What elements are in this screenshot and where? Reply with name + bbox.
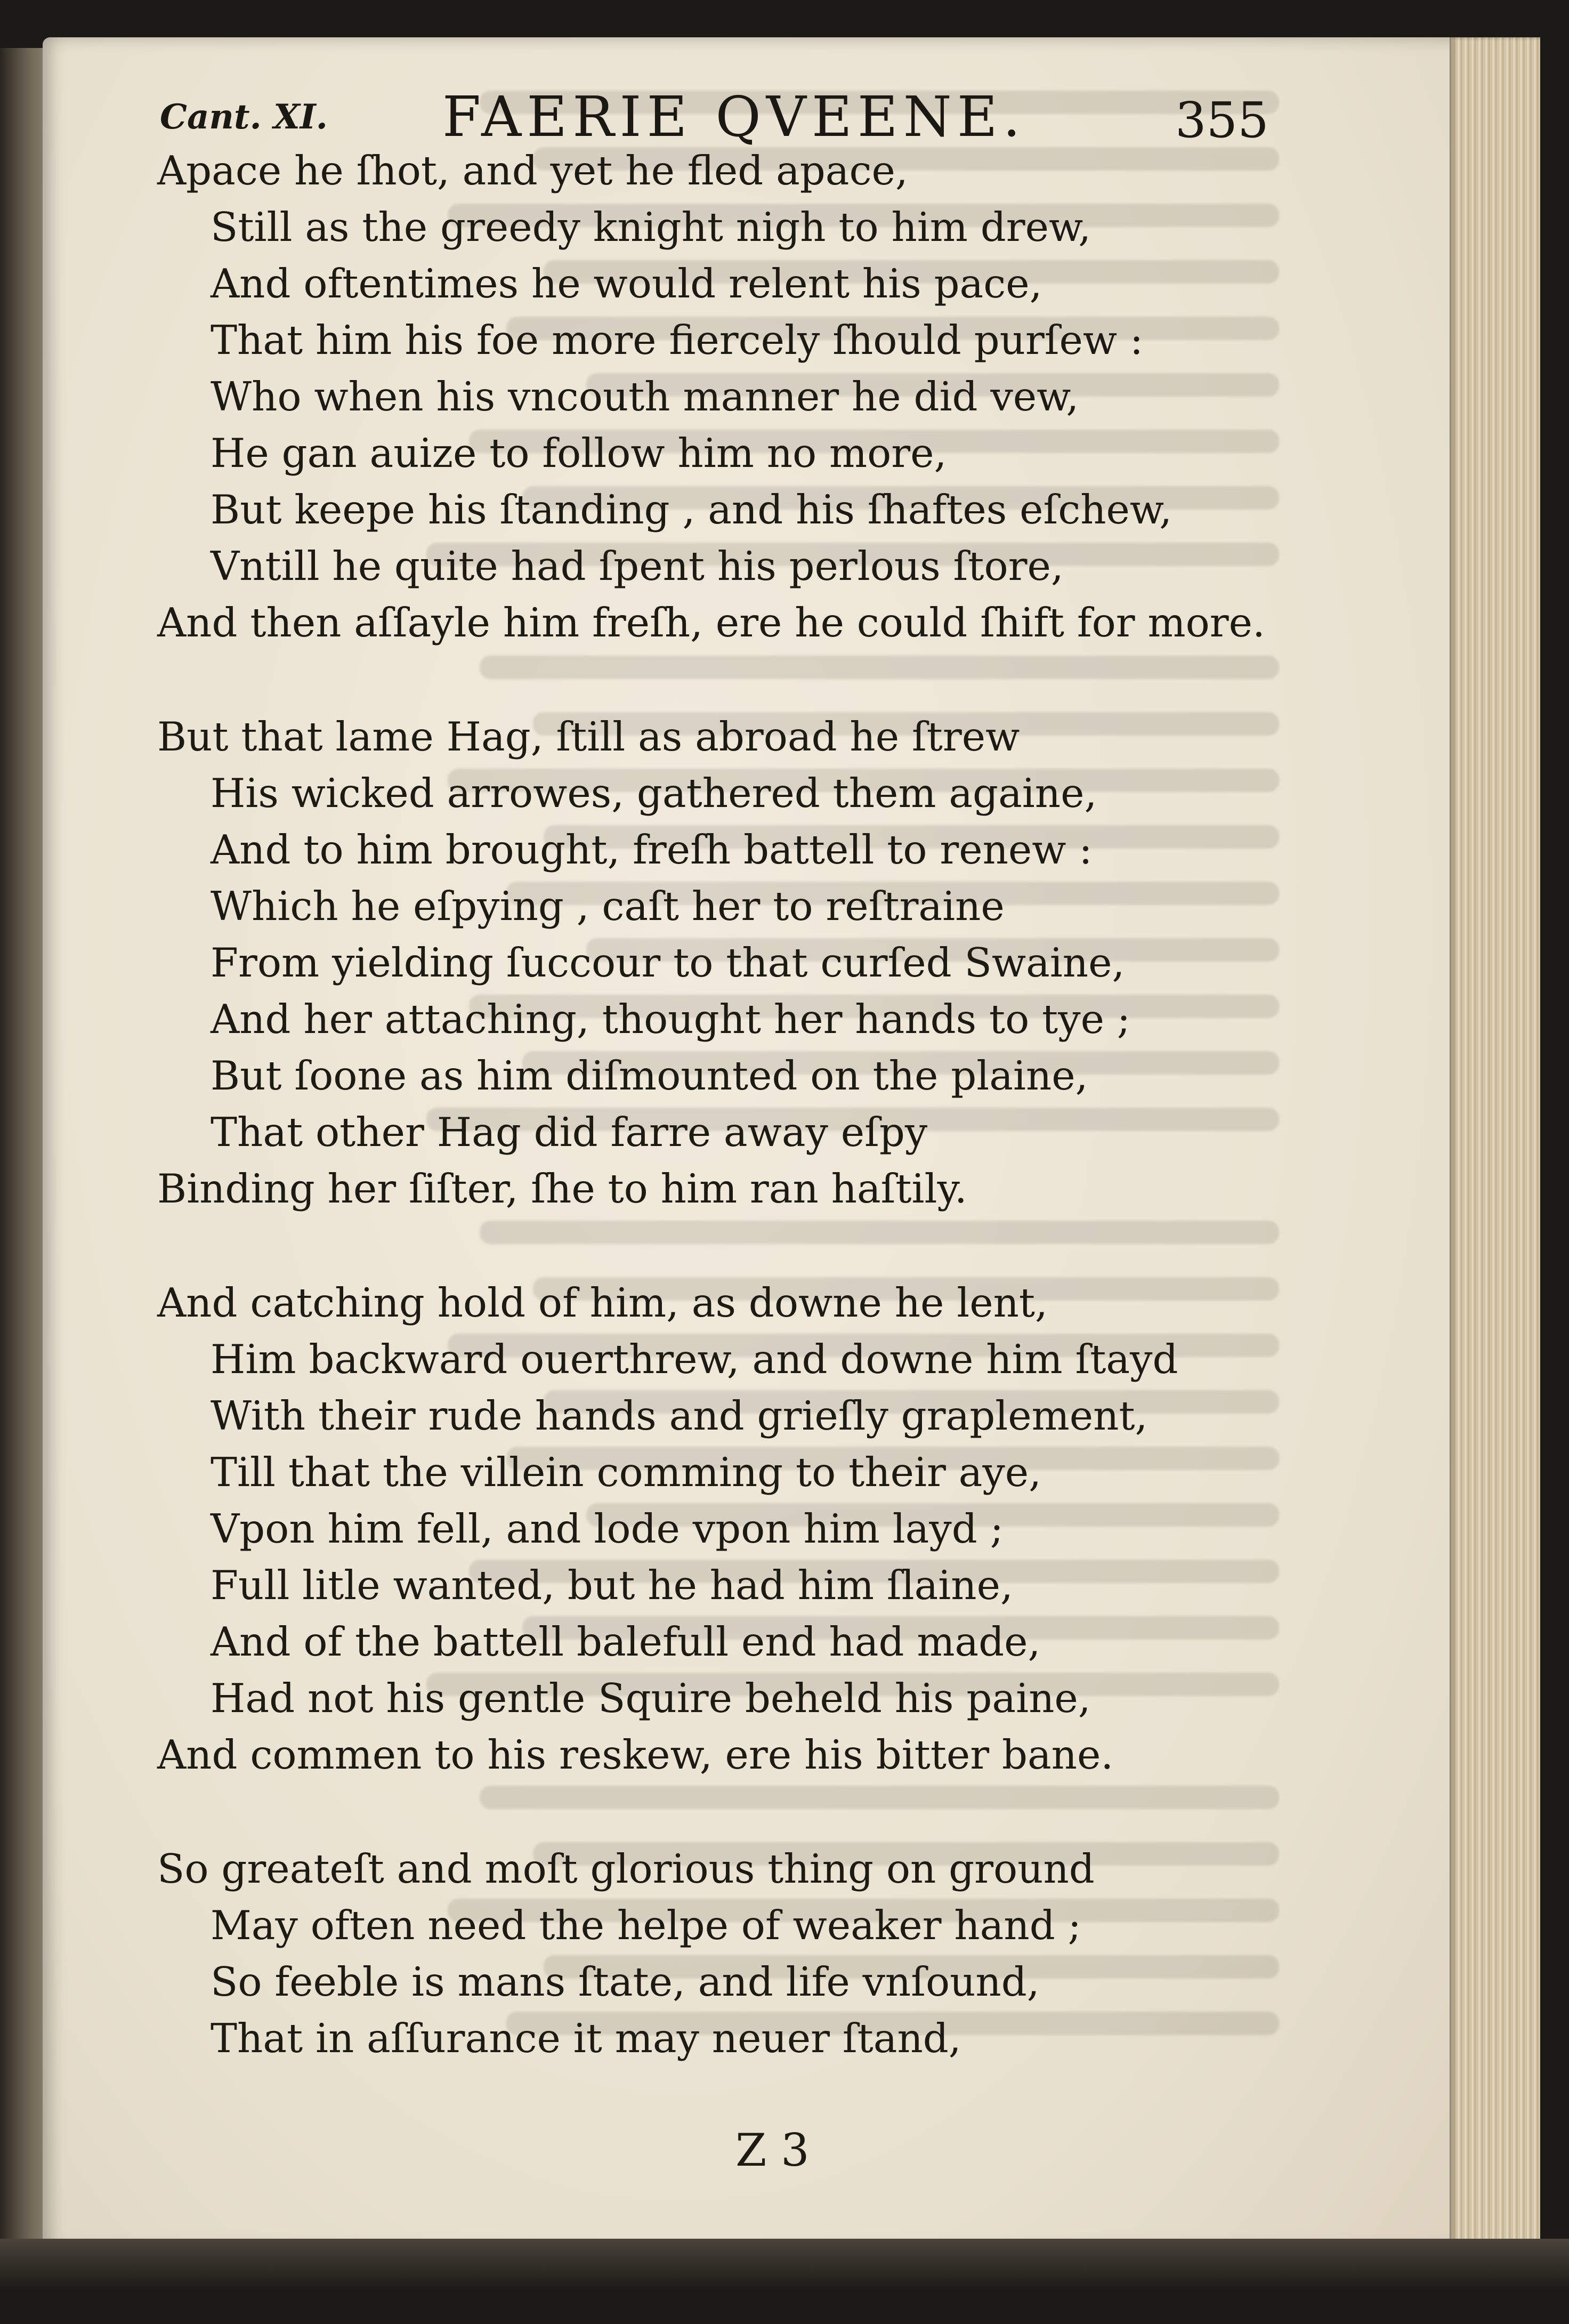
- verse-line: From yielding ſuccour to that curſed Swaine,: [211, 939, 1125, 986]
- stanza-4: [157, 1842, 1303, 2068]
- verse-line: Which he eſpying , caſt her to reſtraine: [211, 883, 1005, 930]
- verse-line: He gan auize to follow him no more,: [211, 430, 947, 477]
- poem-text: [157, 144, 1303, 2116]
- verse-line: May often need the helpe of weaker hand ;: [211, 1902, 1081, 1949]
- stanza-3: [157, 1276, 1303, 1785]
- verse-line: And catching hold of him, as downe he lent,: [157, 1279, 1048, 1326]
- verse-line: With their rude hands and grieſly graplement,: [211, 1392, 1148, 1439]
- verse-line: And of the battell balefull end had made,: [211, 1618, 1041, 1665]
- verse-line: Had not his gentle Squire beheld his paine,: [211, 1675, 1091, 1722]
- verse-line: And then aſſayle him freſh, ere he could ſhift for more.: [157, 599, 1265, 646]
- running-head: [160, 80, 1279, 149]
- stanza-1: [157, 144, 1303, 652]
- verse-line: Vntill he quite had ſpent his perlous ſtore,: [211, 543, 1064, 590]
- verse-line: And her attaching, thought her hands to tye ;: [211, 996, 1131, 1043]
- verse-line: So feeble is mans ſtate, and life vnſound,: [211, 1958, 1040, 2005]
- verse-line: His wicked arrowes, gathered them againe,: [211, 770, 1097, 817]
- verse-line: Who when his vncouth manner he did vew,: [211, 373, 1079, 420]
- verse-line: And oftentimes he would relent his pace,: [211, 260, 1042, 307]
- book-title: FAERIE QVEENE.: [442, 84, 1026, 149]
- verse-line: Vpon him fell, and lode vpon him layd ;: [211, 1505, 1004, 1552]
- verse-line: Full litle wanted, but he had him ſlaine,: [211, 1562, 1013, 1609]
- canto-label: Cant. XI.: [160, 97, 328, 137]
- page-edges-stack: [1450, 37, 1540, 2249]
- verse-line: But keepe his ſtanding , and his ſhaftes eſchew,: [211, 486, 1172, 533]
- verse-line: Till that the villein comming to their aye,: [211, 1449, 1041, 1496]
- verse-line: That him his foe more fiercely ſhould purſew :: [211, 317, 1144, 364]
- verse-line: And commen to his reskew, ere his bitter bane.: [157, 1731, 1114, 1778]
- verse-line: That in aſſurance it may neuer ſtand,: [211, 2015, 961, 2062]
- verse-line: But that lame Hag, ſtill as abroad he ſtrew: [157, 713, 1020, 760]
- scan-bottom-shadow: [0, 2239, 1569, 2324]
- page-number: 355: [1175, 92, 1269, 149]
- verse-line: Still as the greedy knight nigh to him drew,: [211, 204, 1091, 251]
- verse-line: That other Hag did farre away eſpy: [211, 1109, 928, 1156]
- verse-line: And to him brought, freſh battell to renew :: [211, 826, 1093, 873]
- stanza-2: [157, 710, 1303, 1219]
- signature-mark: Z 3: [735, 2124, 810, 2176]
- facing-page-edge: [0, 48, 48, 2276]
- verse-line: Apace he ſhot, and yet he fled apace,: [157, 147, 908, 194]
- verse-line: Him backward ouerthrew, and downe him ſtayd: [211, 1336, 1178, 1383]
- verse-line: So greateſt and moſt glorious thing on ground: [157, 1845, 1095, 1892]
- verse-line: Binding her ſiſter, ſhe to him ran haſtily.: [157, 1165, 967, 1212]
- verse-line: But ſoone as him diſmounted on the plaine,: [211, 1052, 1088, 1099]
